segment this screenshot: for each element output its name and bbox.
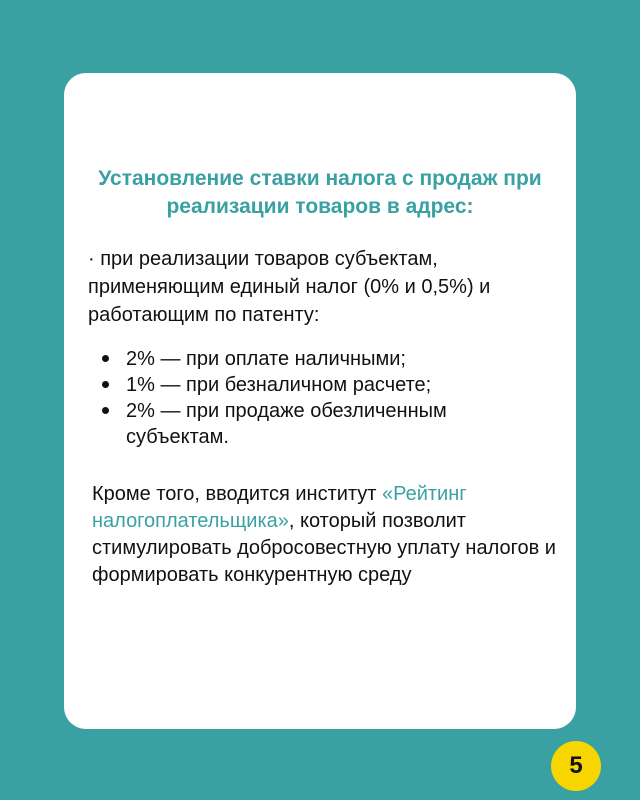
intro-line-1: · при реализации товаров субъектам, bbox=[88, 248, 438, 270]
rating-highlight: «Рейтинг налогоплательщика» bbox=[92, 483, 467, 532]
list-item-text: 2% — при оплате наличными; bbox=[126, 348, 406, 370]
page-number-badge: 5 bbox=[551, 741, 601, 791]
heading-line-1: Установление ставки налога с продаж при bbox=[98, 167, 542, 190]
outro-text-end: , который позволит стимулировать добросовестную уплату налогов и формировать конкурентную среду bbox=[92, 510, 556, 586]
bullet-dot-icon bbox=[102, 355, 109, 362]
list-item bbox=[102, 372, 542, 398]
outro-text-start: Кроме того, вводится институт bbox=[92, 483, 382, 505]
bullet-dot-icon bbox=[102, 407, 109, 414]
list-item bbox=[102, 398, 542, 450]
list-item-text: 2% — при продаже обезличенным bbox=[126, 400, 447, 422]
bullet-dot-icon bbox=[102, 381, 109, 388]
intro-paragraph bbox=[88, 245, 558, 329]
outro-paragraph bbox=[92, 481, 562, 589]
content-card bbox=[64, 73, 576, 729]
rate-list bbox=[102, 346, 542, 450]
heading-line-2: реализации товаров в адрес: bbox=[166, 195, 474, 218]
card-heading bbox=[84, 165, 556, 221]
list-item bbox=[102, 346, 542, 372]
list-item-text: 1% — при безналичном расчете; bbox=[126, 374, 432, 396]
intro-line-2: применяющим единый налог (0% и 0,5%) и bbox=[88, 276, 491, 298]
list-item-text-continued: субъектам. bbox=[126, 426, 229, 448]
intro-line-3: работающим по патенту: bbox=[88, 304, 320, 326]
